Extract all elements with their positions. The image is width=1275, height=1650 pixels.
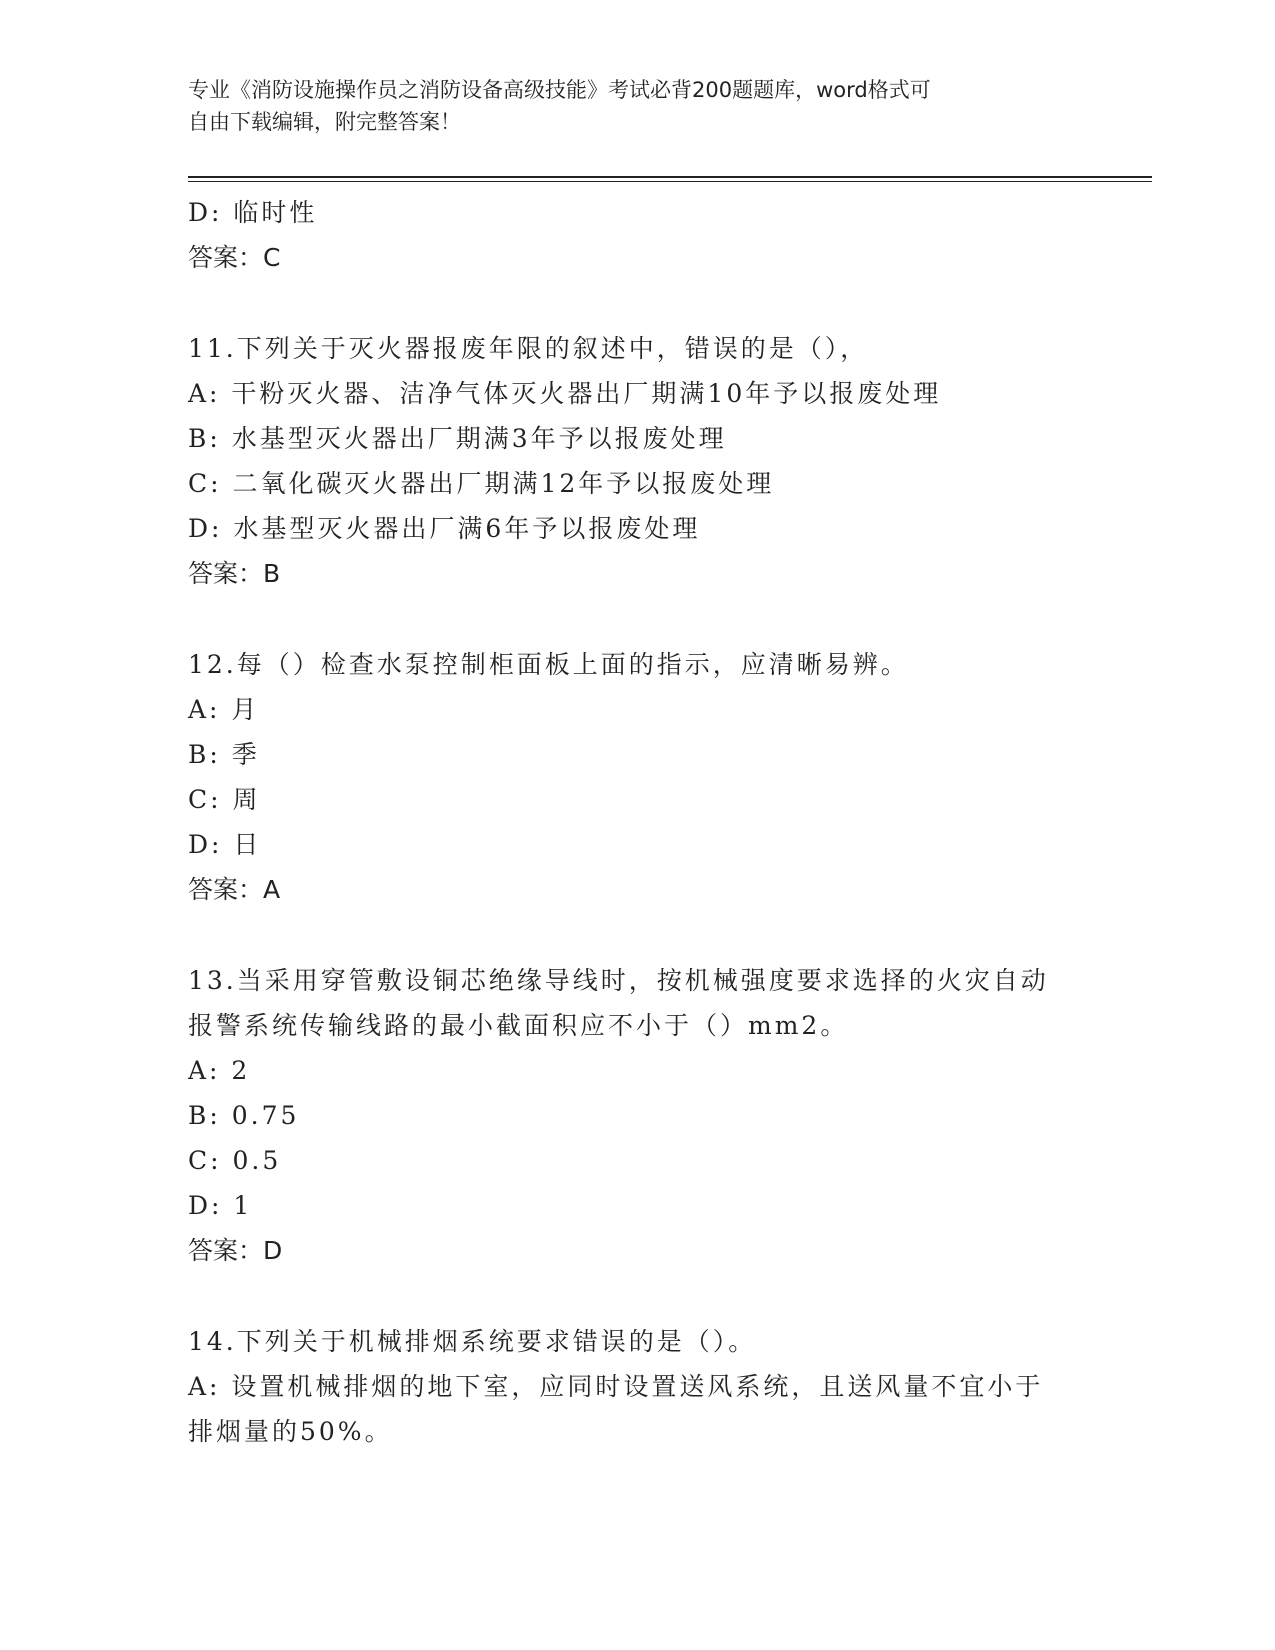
question-11: [188, 326, 1078, 596]
option-b: B: 季: [188, 740, 260, 769]
option-c: C: 0.5: [188, 1146, 282, 1175]
question-stem: 12.每（）检查水泵控制柜面板上面的指示，应清晰易辨。: [188, 650, 909, 679]
option-a-line-1: A: 设置机械排烟的地下室，应同时设置送风系统，且送风量不宜小于: [188, 1372, 1044, 1401]
option-d: D: 水基型灭火器出厂满6年予以报废处理: [188, 514, 701, 543]
spacer: [188, 596, 1078, 642]
answer-line: 答案：B: [188, 559, 281, 588]
document-header: [188, 74, 1068, 138]
option-b: B: 0.75: [188, 1101, 300, 1130]
question-13: [188, 958, 1078, 1273]
option-c: C: 二氧化碳灭火器出厂期满12年予以报废处理: [188, 469, 775, 498]
question-14: [188, 1319, 1078, 1454]
question-list: [188, 190, 1078, 1454]
option-d: D: 临时性: [188, 198, 318, 227]
prev-question-tail: [188, 190, 1078, 280]
spacer: [188, 912, 1078, 958]
answer-line: 答案：A: [188, 875, 281, 904]
header-line-1: 专业《消防设施操作员之消防设备高级技能》考试必背200题题库，word格式可: [188, 78, 931, 102]
question-stem-line-2: 报警系统传输线路的最小截面积应不小于（）mm2。: [188, 1011, 849, 1040]
answer-line: 答案：C: [188, 243, 281, 272]
option-a: A: 干粉灭火器、洁净气体灭火器出厂期满10年予以报废处理: [188, 379, 942, 408]
header-divider-thin: [188, 181, 1152, 182]
spacer: [188, 1273, 1078, 1319]
answer-line: 答案：D: [188, 1236, 283, 1265]
option-c: C: 周: [188, 785, 261, 814]
option-a: A: 2: [188, 1056, 251, 1085]
spacer: [188, 280, 1078, 326]
question-stem-line-1: 13.当采用穿管敷设铜芯绝缘导线时，按机械强度要求选择的火灾自动: [188, 966, 1049, 995]
option-d: D: 1: [188, 1191, 253, 1220]
question-12: [188, 642, 1078, 912]
question-stem: 14.下列关于机械排烟系统要求错误的是（）。: [188, 1327, 757, 1356]
option-a: A: 月: [188, 695, 260, 724]
question-stem: 11.下列关于灭火器报废年限的叙述中，错误的是（），: [188, 334, 869, 363]
header-line-2: 自由下载编辑，附完整答案！: [188, 110, 461, 134]
option-b: B: 水基型灭火器出厂期满3年予以报废处理: [188, 424, 727, 453]
option-d: D: 日: [188, 830, 262, 859]
header-divider-thick: [188, 176, 1152, 178]
option-a-line-2: 排烟量的50%。: [188, 1417, 393, 1446]
